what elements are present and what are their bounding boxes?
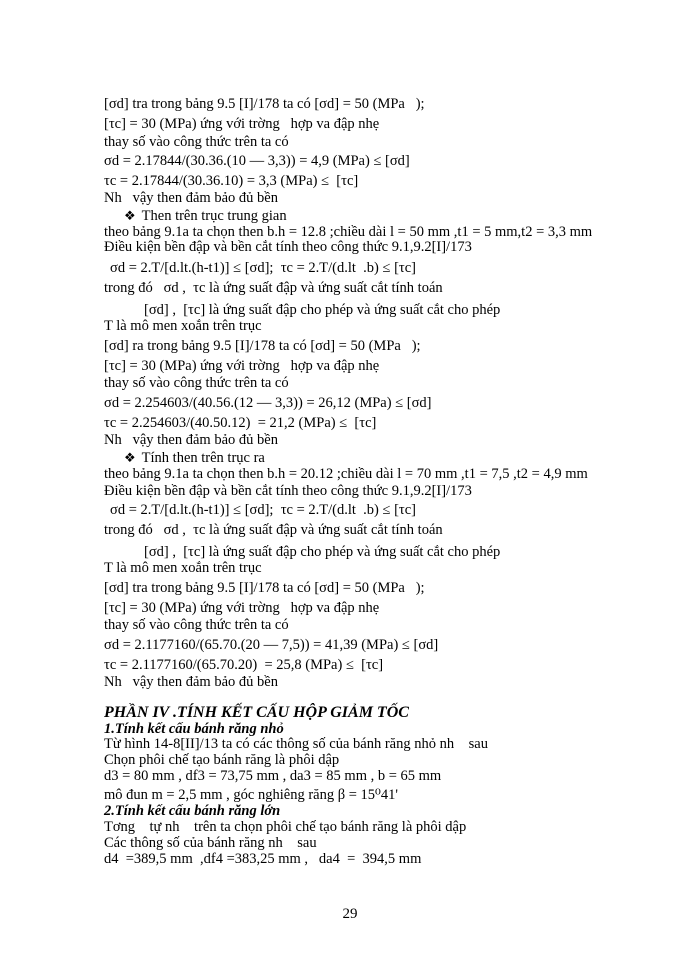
text-line: [σd] tra trong bảng 9.5 [I]/178 ta có [σd] = 50 (MPa ); bbox=[104, 96, 425, 112]
text-line: d3 = 80 mm , df3 = 73,75 mm , da3 = 85 mm , b = 65 mm bbox=[104, 768, 442, 784]
text-line: T là mô men xoắn trên trục bbox=[104, 560, 262, 576]
text-line: [τc] = 30 (MPa) ứng với trờng hợp va đập nhẹ bbox=[104, 600, 380, 616]
text-line: trong đó σd , τc là ứng suất đập và ứng suất cắt tính toán bbox=[104, 280, 443, 296]
text-line: [σd] ra trong bảng 9.5 [I]/178 ta có [σd] = 50 (MPa ); bbox=[104, 338, 421, 354]
page-number: 29 bbox=[342, 906, 358, 922]
text-line: Điều kiện bền đập và bền cắt tính theo công thức 9.1,9.2[I]/173 bbox=[104, 239, 472, 255]
text-line: Từ hình 14-8[II]/13 ta có các thông số của bánh răng nhỏ nh sau bbox=[104, 736, 488, 752]
text-line: Điều kiện bền đập và bền cắt tính theo công thức 9.1,9.2[I]/173 bbox=[104, 483, 472, 499]
diamond-bullet-icon: ❖ bbox=[124, 208, 136, 223]
text-line: mô đun m = 2,5 mm , góc nghiêng răng β = 15⁰41' bbox=[104, 787, 398, 803]
text-line: [τc] = 30 (MPa) ứng với trờng hợp va đập nhẹ bbox=[104, 116, 380, 132]
text-line: [σd] tra trong bảng 9.5 [I]/178 ta có [σd] = 50 (MPa ); bbox=[104, 580, 425, 596]
formula-line: τc = 2.254603/(40.50.12) = 21,2 (MPa) ≤ [τc] bbox=[104, 415, 377, 431]
formula-line: σd = 2.T/[d.lt.(h-t1)] ≤ [σd]; τc = 2.T/(d.lt .b) ≤ [τc] bbox=[110, 260, 416, 276]
text-line: thay số vào công thức trên ta có bbox=[104, 617, 289, 633]
text-line: T là mô men xoắn trên trục bbox=[104, 318, 262, 334]
text-line: [σd] , [τc] là ứng suất đập cho phép và ứng suất cắt cho phép bbox=[144, 302, 501, 318]
formula-line: τc = 2.17844/(30.36.10) = 3,3 (MPa) ≤ [τc] bbox=[104, 173, 359, 189]
text-line: d4 =389,5 mm ,df4 =383,25 mm , da4 = 394,5 mm bbox=[104, 851, 422, 867]
text-line: Nh vậy then đảm bảo đủ bền bbox=[104, 674, 278, 690]
subsection-heading: 1.Tính kết cấu bánh răng nhỏ bbox=[104, 721, 284, 737]
bullet-heading: ❖ Then trên trục trung gian bbox=[124, 208, 287, 224]
formula-line: σd = 2.T/[d.lt.(h-t1)] ≤ [σd]; τc = 2.T/(d.lt .b) ≤ [τc] bbox=[110, 502, 416, 518]
text-line: theo bảng 9.1a ta chọn then b.h = 20.12 ;chiều dài l = 70 mm ,t1 = 7,5 ,t2 = 4,9 mm bbox=[104, 466, 588, 482]
formula-line: σd = 2.17844/(30.36.(10 — 3,3)) = 4,9 (MPa) ≤ [σd] bbox=[104, 153, 410, 169]
text-line: Nh vậy then đảm bảo đủ bền bbox=[104, 190, 278, 206]
formula-line: τc = 2.1177160/(65.70.20) = 25,8 (MPa) ≤ [τc] bbox=[104, 657, 384, 673]
text-line: [σd] , [τc] là ứng suất đập cho phép và ứng suất cắt cho phép bbox=[144, 544, 501, 560]
formula-line: σd = 2.254603/(40.56.(12 — 3,3)) = 26,12 (MPa) ≤ [σd] bbox=[104, 395, 432, 411]
section-heading: PHẦN IV .TÍNH KẾT CẤU HỘP GIẢM TỐC bbox=[104, 704, 409, 721]
text-line: trong đó σd , τc là ứng suất đập và ứng suất cắt tính toán bbox=[104, 522, 443, 538]
bullet-heading: ❖ Tính then trên trục ra bbox=[124, 450, 265, 466]
text-line: thay số vào công thức trên ta có bbox=[104, 134, 289, 150]
formula-line: σd = 2.1177160/(65.70.(20 — 7,5)) = 41,39 (MPa) ≤ [σd] bbox=[104, 637, 439, 653]
subsection-heading: 2.Tính kết cấu bánh răng lớn bbox=[104, 803, 281, 819]
diamond-bullet-icon: ❖ bbox=[124, 450, 136, 465]
text-line: theo bảng 9.1a ta chọn then b.h = 12.8 ;chiều dài l = 50 mm ,t1 = 5 mm,t2 = 3,3 mm bbox=[104, 224, 593, 240]
text-line: Nh vậy then đảm bảo đủ bền bbox=[104, 432, 278, 448]
text-line: Chọn phôi chế tạo bánh răng là phôi dập bbox=[104, 752, 340, 768]
text-line: thay số vào công thức trên ta có bbox=[104, 375, 289, 391]
text-line: Tơng tự nh trên ta chọn phôi chế tạo bánh răng là phôi dập bbox=[104, 819, 467, 835]
text-line: Các thông số của bánh răng nh sau bbox=[104, 835, 317, 851]
text-line: [τc] = 30 (MPa) ứng với trờng hợp va đập nhẹ bbox=[104, 358, 380, 374]
